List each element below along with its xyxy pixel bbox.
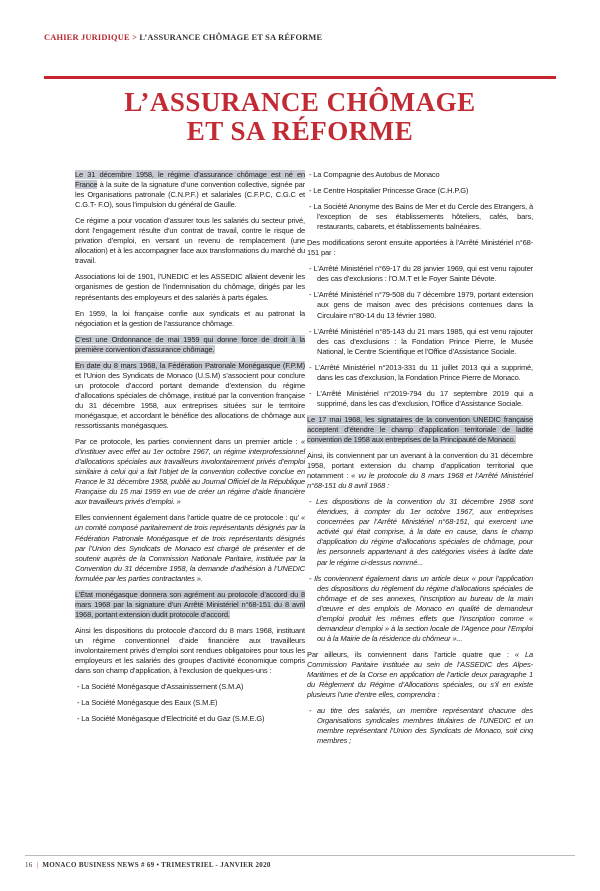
page-title [44,88,556,146]
paragraph: En 1959, la loi française confie aux syndicats et au patronat la négociation et la gestion de l’assurance chômage. [75,308,305,328]
list-item: - La Société Monégasque d’Assainissement (S.M.A) [77,682,244,692]
quotation: « d’instituer avec effet au 1er octobre 1967, un régime interprofessionnel d’allocations spéciales aux travailleurs involontairement privés d’emploi similaire à celui qui a fait l’objet de la convention collective conclue en France le 31 décembre 1958, publié au Journal Officiel de la République Française du 15 mai 1959 en vue de créer un régime d’aide financière aux travailleurs privés d’emploi. » [75,437,306,507]
left-column [75,170,305,730]
highlighted-text: Le 17 mai 1968, les signataires de la convention UNEDIC française acceptent d’étendre le champ d’application territoriale de ladite convention de 1958 aux entreprises de la Principauté de Monaco. [307,414,533,444]
paragraph [75,513,305,583]
page-number: 16 [25,861,33,869]
list-item: - L’Arrêté Ministériel n°85-143 du 21 mars 1985, qui est venu rajouter des cas d’exclusions : la Fondation Prince Pierre, le Musée National, le Centre Scientifique et l’Office d’Assistance Sociale. [309,326,533,356]
list-item: - au titre des salariés, un membre représentant chacune des Organisations syndicales membres titulaires de l’UNEDIC et un membre représentant l’Union des Syndicats de Monaco, soit cinq membres ; [309,706,533,746]
highlighted-text: Le 31 décembre 1958, le régime d’assurance chômage est né en France [75,170,305,190]
paragraph [75,335,305,355]
list-item: - La Société Anonyme des Bains de Mer et du Cercle des Etrangers, à l’exception de ses établissements hôteliers, cafés, bars, restaurants, cabarets, et établissements balnéaires. [309,202,533,232]
header-separator: > [129,33,140,42]
footer-rule [25,855,575,856]
list-item: - La Société Monégasque des Eaux (S.M.E) [77,698,218,708]
paragraph [307,415,533,445]
paragraph-text: Par ailleurs, ils conviennent dans l’article quatre que : [307,649,509,659]
paragraph [75,361,305,431]
quotation: « un comité composé paritairement de trois représentants désignés par la Fédération Patronale Monégasque et de trois représentants désignés par l’Union des Syndicats de Monaco est chargé de présenter et de soutenir auprès de la Commission Nationale Paritaire, instituée par la Convention du 31 décembre 1958, la demande d’adhésion à l’UNEDIC formulée par les parties contractantes ». [75,513,306,583]
list-item: - L’Arrêté Ministériel n°2019-794 du 17 septembre 2019 qui a supprimé, dans les cas d’exclusion, l’Office d’Assistance Sociale. [309,388,533,408]
title-line-1: L’ASSURANCE CHÔMAGE [124,87,476,117]
title-line-2: ET SA RÉFORME [186,116,414,146]
paragraph: Des modifications seront ensuite apportées à l’Arrêté Ministériel n°68-151 par : [307,238,533,258]
list-item: - La Société Monégasque d’Electricité et du Gaz (S.M.E.G) [77,714,265,724]
paragraph: Ainsi les dispositions du protocole d’accord du 8 mars 1968, instituant un régime conventionnel d’aide financière aux travailleurs involontairement privés d’emploi sont rendues obligatoires pour tous les employeurs et les salariés des groupes d’activité économique compris dans son champ d’application, à l’exclusion de quelques-uns : [75,625,305,676]
right-column [307,170,533,752]
paragraph-text: Par ce protocole, les parties conviennent dans un premier article : [75,437,298,447]
paragraph: Ce régime a pour vocation d’assurer tous les salariés du secteur privé, dont l’engagement résulte d’un contrat de travail, contre le risque de privation d’emploi, en versant un revenu de remplacement (une allocation) et à les accompagner face aux transformations du marché du travail. [75,216,305,266]
list-item: - Les dispositions de la convention du 31 décembre 1958 sont étendues, à compter du 1er octobre 1967, aux entreprises concernées par l’Arrêté Ministériel n°68-151, qui exercent une activité qui était comprise, à la date en cause, dans le champ d’application du régime d’allocations spéciales de chômage, pour les personnels appartenant à des catégories visées à ladite date par le régime ci-dessus nommé... [309,497,533,567]
highlighted-text: En date du 8 mars 1968, la Fédération Patronale Monégasque (F.P.M) [75,360,305,370]
title-top-rule [44,76,556,79]
publication-info: MONACO BUSINESS NEWS # 69 • TRIMESTRIEL - JANVIER 2020 [42,861,271,869]
highlighted-text: C’est une Ordonnance de mai 1959 qui donne force de droit à la première convention d’assurance chômage. [75,334,305,354]
section-label: CAHIER JURIDIQUE [44,33,130,42]
list-item: - L’Arrêté Ministériel n°79-508 du 7 décembre 1979, portant extension aux gens de maison avec des précisions contenues dans la Circulaire n°80-14 du 13 février 1980. [309,290,533,320]
paragraph [307,451,533,491]
quotation: « La Commission Paritaire instituée au sein de l’ASSEDIC des Alpes-Maritimes et de la Corse en application de l’article deux paragraphe 1 du Règlement du Régime d’Allocations spéciales, ou s’il en existe plusieurs l’une d’entre elles, comprendra : [307,649,533,700]
paragraph-text: à la suite de la signature d’une convention collective, signée par les Organisations patronale (C.N.P.F.) et salariales (C.F.P.C, C.G.C et C.G.T- F.O), sous l’impulsion du général de Gaulle. [75,180,305,210]
list-item: - L’Arrêté Ministériel n°2013-331 du 11 juillet 2013 qui a supprimé, dans les cas d’exclusion, la Fondation Prince Pierre de Monaco. [309,362,533,382]
paragraph-text: Elles conviennent également dans l’article quatre de ce protocole : qu’ [75,513,299,523]
section-header [44,33,322,42]
paragraph [75,170,305,210]
paragraph-text: et l’Union des Syndicats de Monaco (U.S.M) s’associent pour conclure un protocole d’accord portant demande d’extension du régime d’allocations spéciales de chômage, institué par la convention française du 31 décembre 1958, aux entreprises situées sur le territoire monégasque, et accordant le bénéfice des allocations de chômage aux ressortissants monégasques. [75,370,305,431]
list-item: - Ils conviennent également dans un article deux « pour l’application des dispositions du règlement du régime d’allocations spéciales de chômage et de ses annexes, l’inscription au bureau de la main d’œuvre et des emplois de Monaco en qualité de demandeur d’emploi produit les mêmes effets que l’inscription comme « demandeur d’emploi » à la section locale de l’Agence pour l’Emploi ou à la Mairie de la résidence du chômeur »... [309,573,533,643]
paragraph [75,437,305,507]
quotation: « vu le protocole du 8 mars 1968 et l’Arrêté Ministériel n°68-151 du 8 avril 1968 : [307,471,533,491]
list-item: - La Compagnie des Autobus de Monaco [309,170,440,179]
paragraph-text: Ainsi, ils conviennent par un avenant à la convention du 31 décembre 1958, portant extension du champ d’application territorial que notamment : [307,451,533,481]
paragraph [307,650,533,700]
page-footer [25,861,271,869]
list-item: - L’Arrêté Ministériel n°69-17 du 28 janvier 1969, qui est venu rajouter des cas d’exclusions : l’O.M.T et le Foyer Sainte Dévote. [309,264,533,284]
paragraph [75,590,305,620]
footer-divider: | [36,861,39,869]
highlighted-text: L’État monégasque donnera son agrément au protocole d’accord du 8 mars 1968 par la signature d’un Arrêté Ministériel n°68-151 du 8 avril 1968, portant extension dudit protocole d’accord. [75,589,305,619]
section-topic: L’ASSURANCE CHÔMAGE ET SA RÉFORME [139,33,323,42]
paragraph: Associations loi de 1901, l’UNEDIC et les ASSEDIC allaient devenir les organismes de gestion de l’indemnisation du chômage, dirigés par les représentants des employeurs et des salariés à parts égales. [75,272,305,302]
list-item: - Le Centre Hospitalier Princesse Grace (C.H.P.G) [309,186,469,196]
